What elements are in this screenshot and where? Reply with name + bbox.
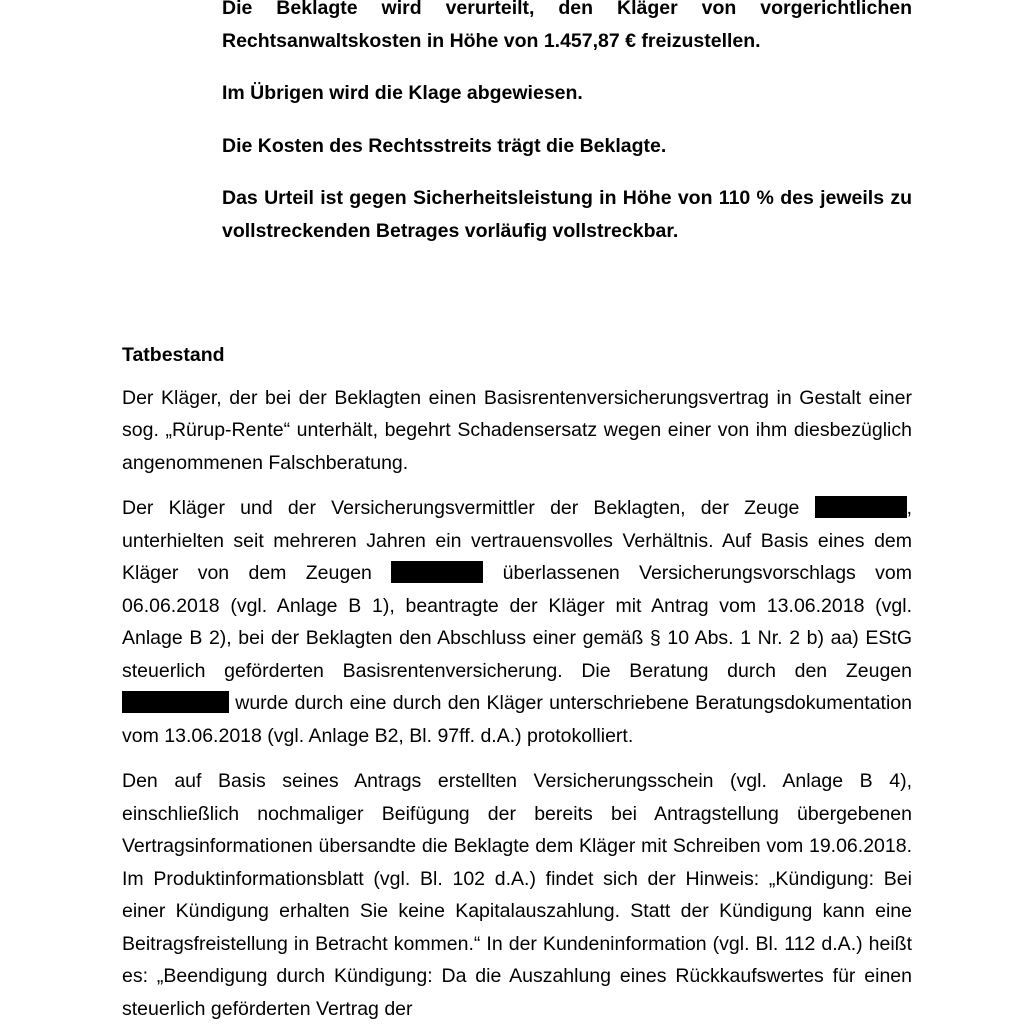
paragraph-text-segment: wurde durch eine durch den Kläger unterschriebene Beratungsdokumentation vom 13.06.2018 (vgl. Anlage B2, Bl. 97ff. d.A.) protokolliert. <box>122 692 912 747</box>
tenor-item-enforceability: Das Urteil ist gegen Sicherheitsleistung in Höhe von 110 % des jeweils zu vollstreckenden Betrages vorläufig vollstreckbar. <box>222 187 912 242</box>
section-heading-tatbestand: Tatbestand <box>122 344 225 366</box>
tenor-item-claim-dismissed: Im Übrigen wird die Klage abgewiesen. <box>222 82 583 104</box>
redaction-bar <box>391 561 483 583</box>
tenor-item-costs-release: Die Beklagte wird verurteilt, den Kläger von vorgerichtlichen Rechtsanwaltskosten in Höhe von 1.457,87 € freizustellen. <box>222 0 912 52</box>
paragraph-text-segment: überlassenen Versicherungsvorschlags vom 06.06.2018 (vgl. Anlage B 1), beantragte der Kläger mit Antrag vom 13.06.2018 (vgl. Anlage B 2), bei der Beklagten den Abschluss einer gemäß § 10 Abs. 1 Nr. 2 b) aa) EStG steuerlich geförderten Basisrentenversicherung. Die Beratung durch den Zeugen <box>122 562 912 682</box>
paragraph-witness-history <box>122 492 912 752</box>
paragraph-text-segment: , unterhielten seit mehreren Jahren ein vertrauensvolles Verhältnis. Auf Basis eines dem Kläger von dem Zeugen <box>122 497 912 584</box>
tenor-section <box>222 0 912 247</box>
redaction-bar <box>815 496 907 518</box>
paragraph-claim-summary: Der Kläger, der bei der Beklagten einen Basisrentenversicherungsvertrag in Gestalt einer sog. „Rürup-Rente“ unterhält, begehrt Schadensersatz wegen einer von ihm diesbezüglich angenommenen Falschberatung. <box>122 386 912 474</box>
tenor-item-costs-defendant: Die Kosten des Rechtsstreits trägt die Beklagte. <box>222 134 667 157</box>
paragraph-text-segment: Der Kläger und der Versicherungsvermittler der Beklagten, der Zeuge <box>122 497 800 519</box>
paragraph-policy-documents: Den auf Basis seines Antrags erstellten Versicherungsschein (vgl. Anlage B 4), einschließlich nochmaliger Beifügung der bereits bei Antragstellung übergebenen Vertragsinformationen übersandte die Beklagte dem Kläger mit Schreiben vom 19.06.2018. Im Produktinformationsblatt (vgl. Bl. 102 d.A.) findet sich der Hinweis: „Kündigung: Bei einer Kündigung erhalten Sie keine Kapitalauszahlung. Statt der Kündigung kann eine Beitragsfreistellung in Betracht kommen.“ In der Kundeninformation (vgl. Bl. 112 d.A.) heißt es: „Beendigung durch Kündigung: Da die Auszahlung eines Rückkaufswertes für einen steuerlich geförderten Vertrag der <box>122 770 912 1020</box>
redaction-bar <box>122 691 229 713</box>
